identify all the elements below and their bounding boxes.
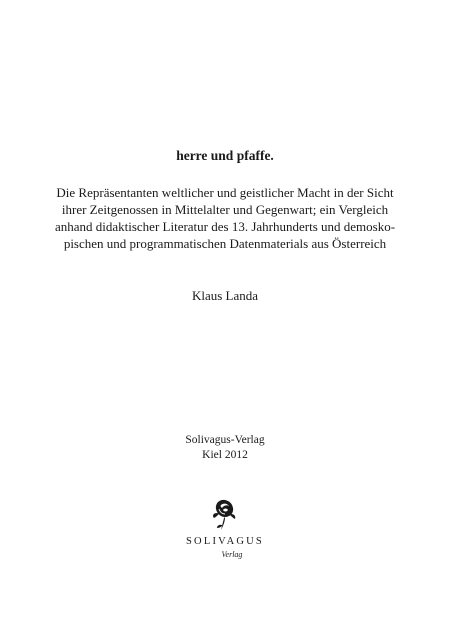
subtitle-line: pischen und programmatischen Datenmaterials aus Österreich bbox=[63, 236, 387, 251]
subtitle-line: Die Repräsentanten weltlicher und geistlicher Macht in der Sicht bbox=[56, 185, 394, 200]
logo-subtext: Verlag bbox=[221, 550, 243, 559]
subtitle-line: ihrer Zeitgenossen in Mittelalter und Gegenwart; ein Vergleich bbox=[61, 202, 389, 217]
author-name: Klaus Landa bbox=[191, 288, 259, 303]
book-subtitle bbox=[40, 184, 410, 252]
book-title: herre und pfaffe. bbox=[176, 148, 274, 163]
logo-wordmark: SOLIVAGUS bbox=[186, 536, 264, 547]
publisher-place-year: Kiel 2012 bbox=[202, 449, 248, 461]
publisher-logo bbox=[175, 496, 275, 576]
publisher-block bbox=[0, 433, 450, 463]
publisher-name: Solivagus-Verlag bbox=[185, 434, 265, 446]
rose-icon bbox=[210, 496, 240, 536]
subtitle-line: anhand didaktischer Literatur des 13. Jahrhunderts und demosko- bbox=[54, 219, 396, 234]
